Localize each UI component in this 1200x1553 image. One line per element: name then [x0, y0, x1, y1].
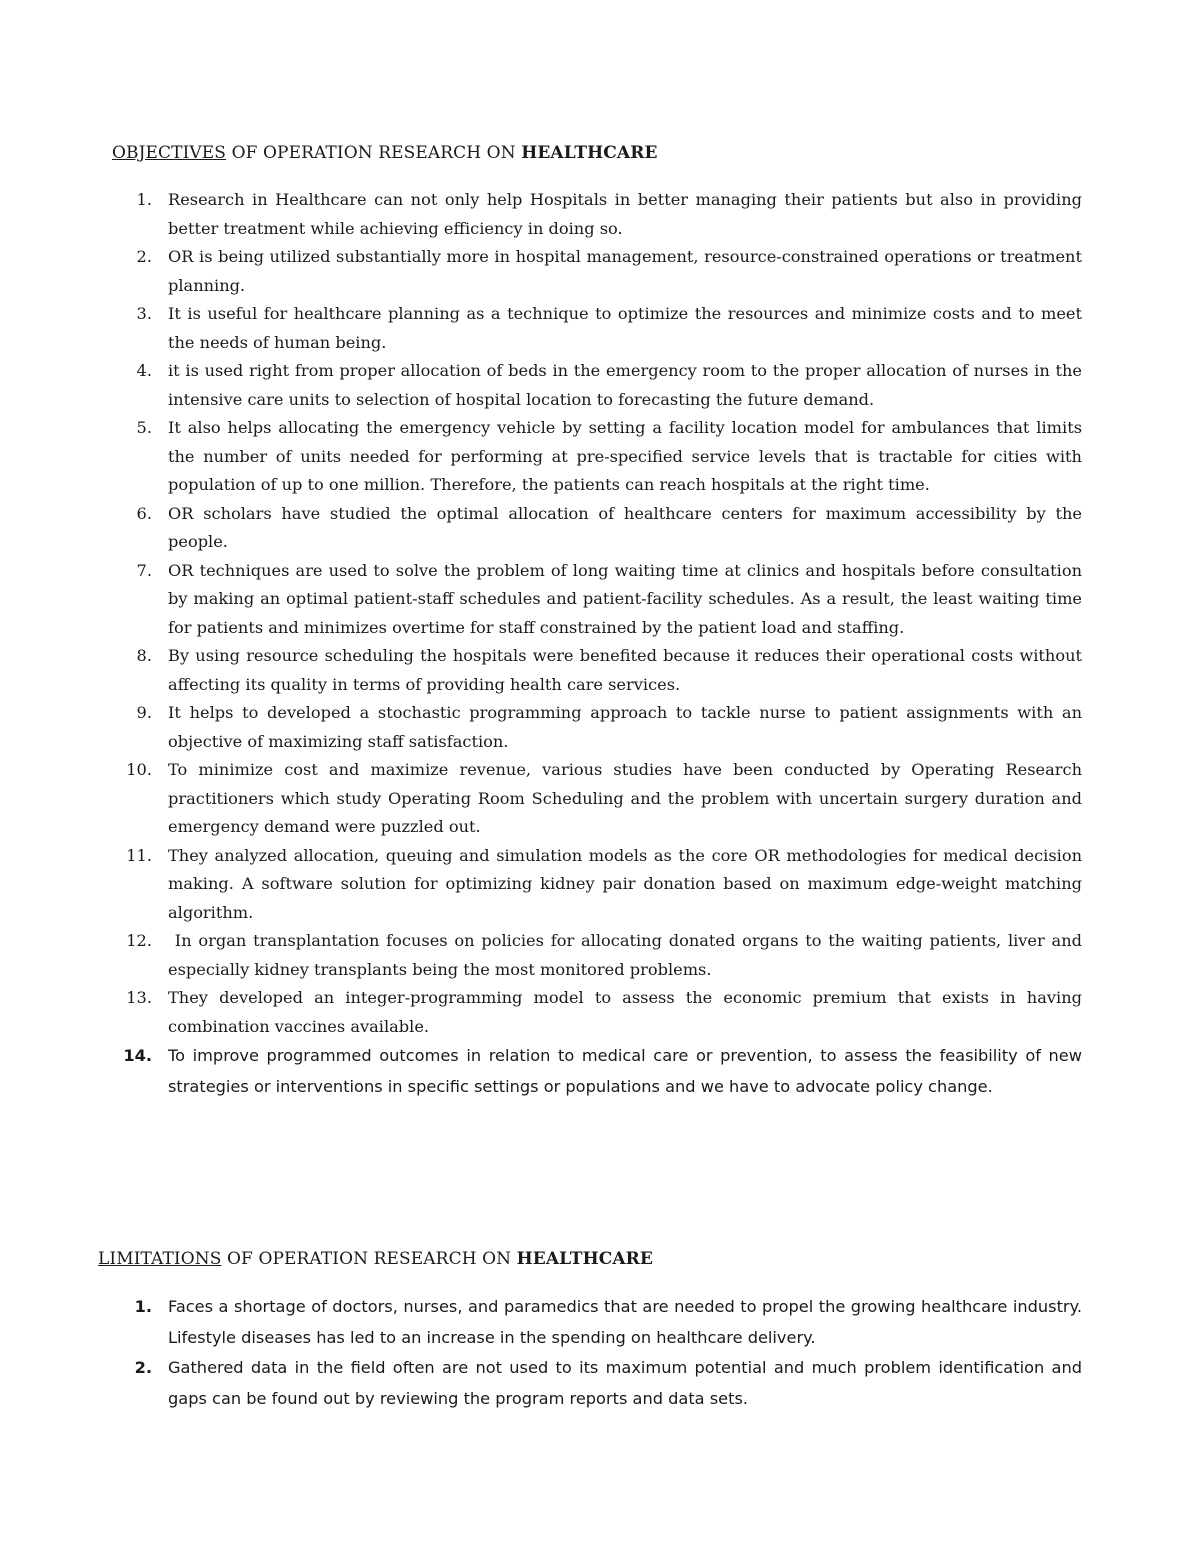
list-item-number: 12.: [126, 931, 152, 950]
list-item-text: It also helps allocating the emergency vehicle by setting a facility location model for ambulances that limits the number of units needed for performing at pre-specified service levels that is tractable for cities with population of up to one million. Therefore, the patients can reach hospitals at the right time.: [168, 418, 1082, 494]
list-item: [0, 1041, 1082, 1102]
list-item-text: Research in Healthcare can not only help Hospitals in better managing their patients but also in providing better treatment while achieving efficiency in doing so.: [168, 190, 1082, 238]
list-item-number: 1.: [136, 190, 152, 209]
list-item-text: It helps to developed a stochastic programming approach to tackle nurse to patient assignments with an objective of maximizing staff satisfaction.: [168, 703, 1082, 751]
list-item-number: 10.: [126, 760, 152, 779]
list-item-number: 4.: [136, 361, 152, 380]
list-item-text: They analyzed allocation, queuing and simulation models as the core OR methodologies for medical decision making. A software solution for optimizing kidney pair donation based on maximum edge-weight matching algorithm.: [168, 845, 1082, 922]
list-item-number: 1.: [134, 1297, 152, 1316]
list-item-text: To improve programmed outcomes in relation to medical care or prevention, to assess the feasibility of new strategies or interventions in specific settings or populations and we have to advocate policy change.: [168, 1046, 1082, 1096]
limitations-heading-plain: OF OPERATION RESEARCH ON: [221, 1249, 517, 1269]
list-item: [0, 842, 1082, 928]
list-item: [0, 1292, 1082, 1353]
list-item-text: By using resource scheduling the hospitals were benefited because it reduces their operational costs without affecting its quality in terms of providing health care services.: [168, 646, 1082, 694]
limitations-heading: [98, 1249, 653, 1269]
list-item-text: In organ transplantation focuses on policies for allocating donated organs to the waiting patients, liver and especially kidney transplants being the most monitored problems.: [168, 931, 1088, 979]
list-item: [0, 642, 1082, 699]
list-item-number: 13.: [126, 988, 152, 1007]
list-item-number: 11.: [126, 845, 152, 865]
list-item: [0, 414, 1082, 500]
list-item: [0, 186, 1082, 243]
objectives-heading-underlined: OBJECTIVES: [112, 143, 227, 163]
list-item: [0, 1353, 1082, 1414]
list-item-number: 7.: [136, 560, 152, 580]
list-item-text: OR is being utilized substantially more in hospital management, resource-constrained operations or treatment planning.: [168, 247, 1082, 295]
limitations-heading-underlined: LIMITATIONS: [98, 1249, 222, 1269]
list-item: [0, 557, 1082, 643]
list-item-text: Faces a shortage of doctors, nurses, and paramedics that are needed to propel the growing healthcare industry. Lifestyle diseases has led to an increase in the spending on healthcare delivery.: [168, 1297, 1082, 1347]
list-item-text: They developed an integer-programming model to assess the economic premium that exists in having combination vaccines available.: [168, 988, 1082, 1036]
objectives-heading-plain: OF OPERATION RESEARCH ON: [226, 143, 522, 163]
limitations-heading-bold: HEALTHCARE: [516, 1249, 653, 1269]
list-item-number: 2.: [134, 1358, 152, 1377]
list-item-number: 2.: [136, 247, 152, 266]
list-item-number: 6.: [136, 503, 152, 523]
list-item-number: 9.: [136, 703, 152, 722]
objectives-heading-bold: HEALTHCARE: [521, 143, 658, 163]
list-item: [0, 500, 1082, 557]
list-item: [0, 300, 1082, 357]
list-item-text: it is used right from proper allocation of beds in the emergency room to the proper allocation of nurses in the intensive care units to selection of hospital location to forecasting the future demand.: [168, 361, 1082, 409]
list-item-text: OR scholars have studied the optimal allocation of healthcare centers for maximum accessibility by the people.: [168, 503, 1082, 551]
list-item: [0, 357, 1082, 414]
list-item-text: OR techniques are used to solve the problem of long waiting time at clinics and hospitals before consultation by making an optimal patient-staff schedules and patient-facility schedules. As a result, the least waiting time for patients and minimizes overtime for staff constrained by the patient load and staffing.: [168, 560, 1082, 637]
list-item: [0, 984, 1082, 1041]
list-item-number: 5.: [136, 418, 152, 437]
list-item-number: 3.: [136, 304, 152, 323]
list-item-number: 14.: [123, 1046, 152, 1065]
list-item: [0, 699, 1082, 756]
limitations-list: [0, 1292, 1082, 1414]
list-item-text: It is useful for healthcare planning as a technique to optimize the resources and minimize costs and to meet the needs of human being.: [168, 304, 1082, 352]
list-item: [0, 756, 1082, 842]
objectives-list: [0, 186, 1088, 1102]
list-item-number: 8.: [136, 646, 152, 665]
list-item: [0, 243, 1082, 300]
list-item-text: Gathered data in the field often are not used to its maximum potential and much problem identification and gaps can be found out by reviewing the program reports and data sets.: [168, 1358, 1082, 1408]
objectives-heading: [112, 143, 658, 163]
list-item: [0, 927, 1088, 984]
list-item-text: To minimize cost and maximize revenue, various studies have been conducted by Operating Research practitioners which study Operating Room Scheduling and the problem with uncertain surgery duration and emergency demand were puzzled out.: [168, 760, 1082, 836]
